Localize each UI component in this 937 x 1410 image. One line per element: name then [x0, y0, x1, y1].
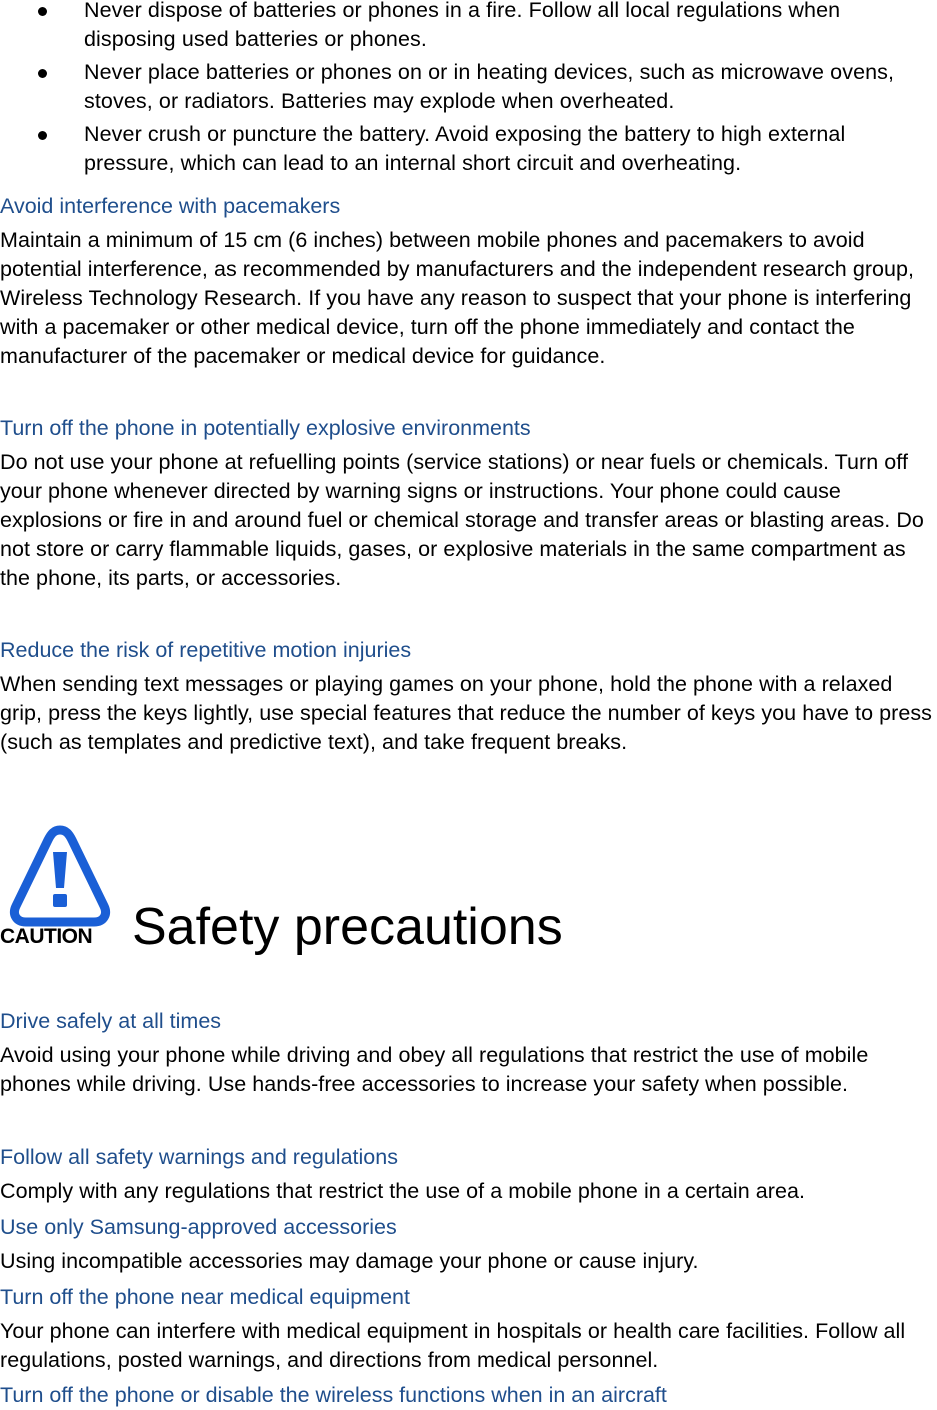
heading-explosive: Turn off the phone in potentially explosive environments [0, 416, 531, 440]
heading-repetitive-motion: Reduce the risk of repetitive motion injuries [0, 638, 412, 662]
heading-approved-accessories: Use only Samsung-approved accessories [0, 1215, 397, 1239]
bullet-dot-icon [38, 131, 47, 140]
bullet-dot-icon [38, 7, 47, 16]
heading-aircraft: Turn off the phone or disable the wireless functions when in an aircraft [0, 1383, 667, 1407]
bullet-item [0, 58, 937, 116]
body-medical-equipment: Your phone can interfere with medical equipment in hospitals or health care facilities. Follow all regulations, posted warnings, and directions from medical personnel. [0, 1319, 906, 1372]
bullet-text: Never place batteries or phones on or in heating devices, such as microwave ovens, stoves, or radiators. Batteries may explode when overheated. [84, 60, 895, 113]
battery-bullet-list [0, 0, 937, 182]
body-explosive: Do not use your phone at refuelling points (service stations) or near fuels or chemicals. Turn off your phone whenever directed by warning signs or instructions. Your phone could cause explosions or fire in and around fuel or chemical storage and transfer areas or blasting areas. Do not store or carry flammable liquids, gases, or explosive materials in the same compartment as the phone, its parts, or accessories. [0, 450, 924, 590]
heading-medical-equipment: Turn off the phone near medical equipment [0, 1285, 410, 1309]
body-repetitive-motion: When sending text messages or playing games on your phone, hold the phone with a relaxed grip, press the keys lightly, use special features that reduce the number of keys you have to press (such as templates and predictive text), and take frequent breaks. [0, 672, 932, 754]
bullet-text: Never crush or puncture the battery. Avoid exposing the battery to high external pressure, which can lead to an internal short circuit and overheating. [84, 122, 846, 175]
bullet-item [0, 0, 937, 54]
bullet-dot-icon [38, 69, 47, 78]
heading-drive-safely: Drive safely at all times [0, 1009, 222, 1033]
body-safety-warnings: Comply with any regulations that restrict the use of a mobile phone in a certain area. [0, 1179, 806, 1203]
body-approved-accessories: Using incompatible accessories may damage your phone or cause injury. [0, 1249, 699, 1273]
caution-label: CAUTION [0, 925, 93, 948]
bullet-text: Never dispose of batteries or phones in a fire. Follow all local regulations when disposing used batteries or phones. [84, 0, 841, 51]
body-drive-safely: Avoid using your phone while driving and obey all regulations that restrict the use of mobile phones while driving. Use hands-free accessories to increase your safety when possible. [0, 1043, 869, 1096]
heading-safety-warnings: Follow all safety warnings and regulations [0, 1145, 398, 1169]
heading-pacemakers: Avoid interference with pacemakers [0, 194, 341, 218]
section-title: Safety precautions [132, 898, 563, 956]
body-pacemakers: Maintain a minimum of 15 cm (6 inches) between mobile phones and pacemakers to avoid potential interference, as recommended by manufacturers and the independent research group, Wireless Technology Research. If you have any reason to suspect that your phone is interfering with a pacemaker or other medical device, turn off the phone immediately and contact the manufacturer of the pacemaker or medical device for guidance. [0, 228, 915, 368]
bullet-item [0, 120, 937, 178]
